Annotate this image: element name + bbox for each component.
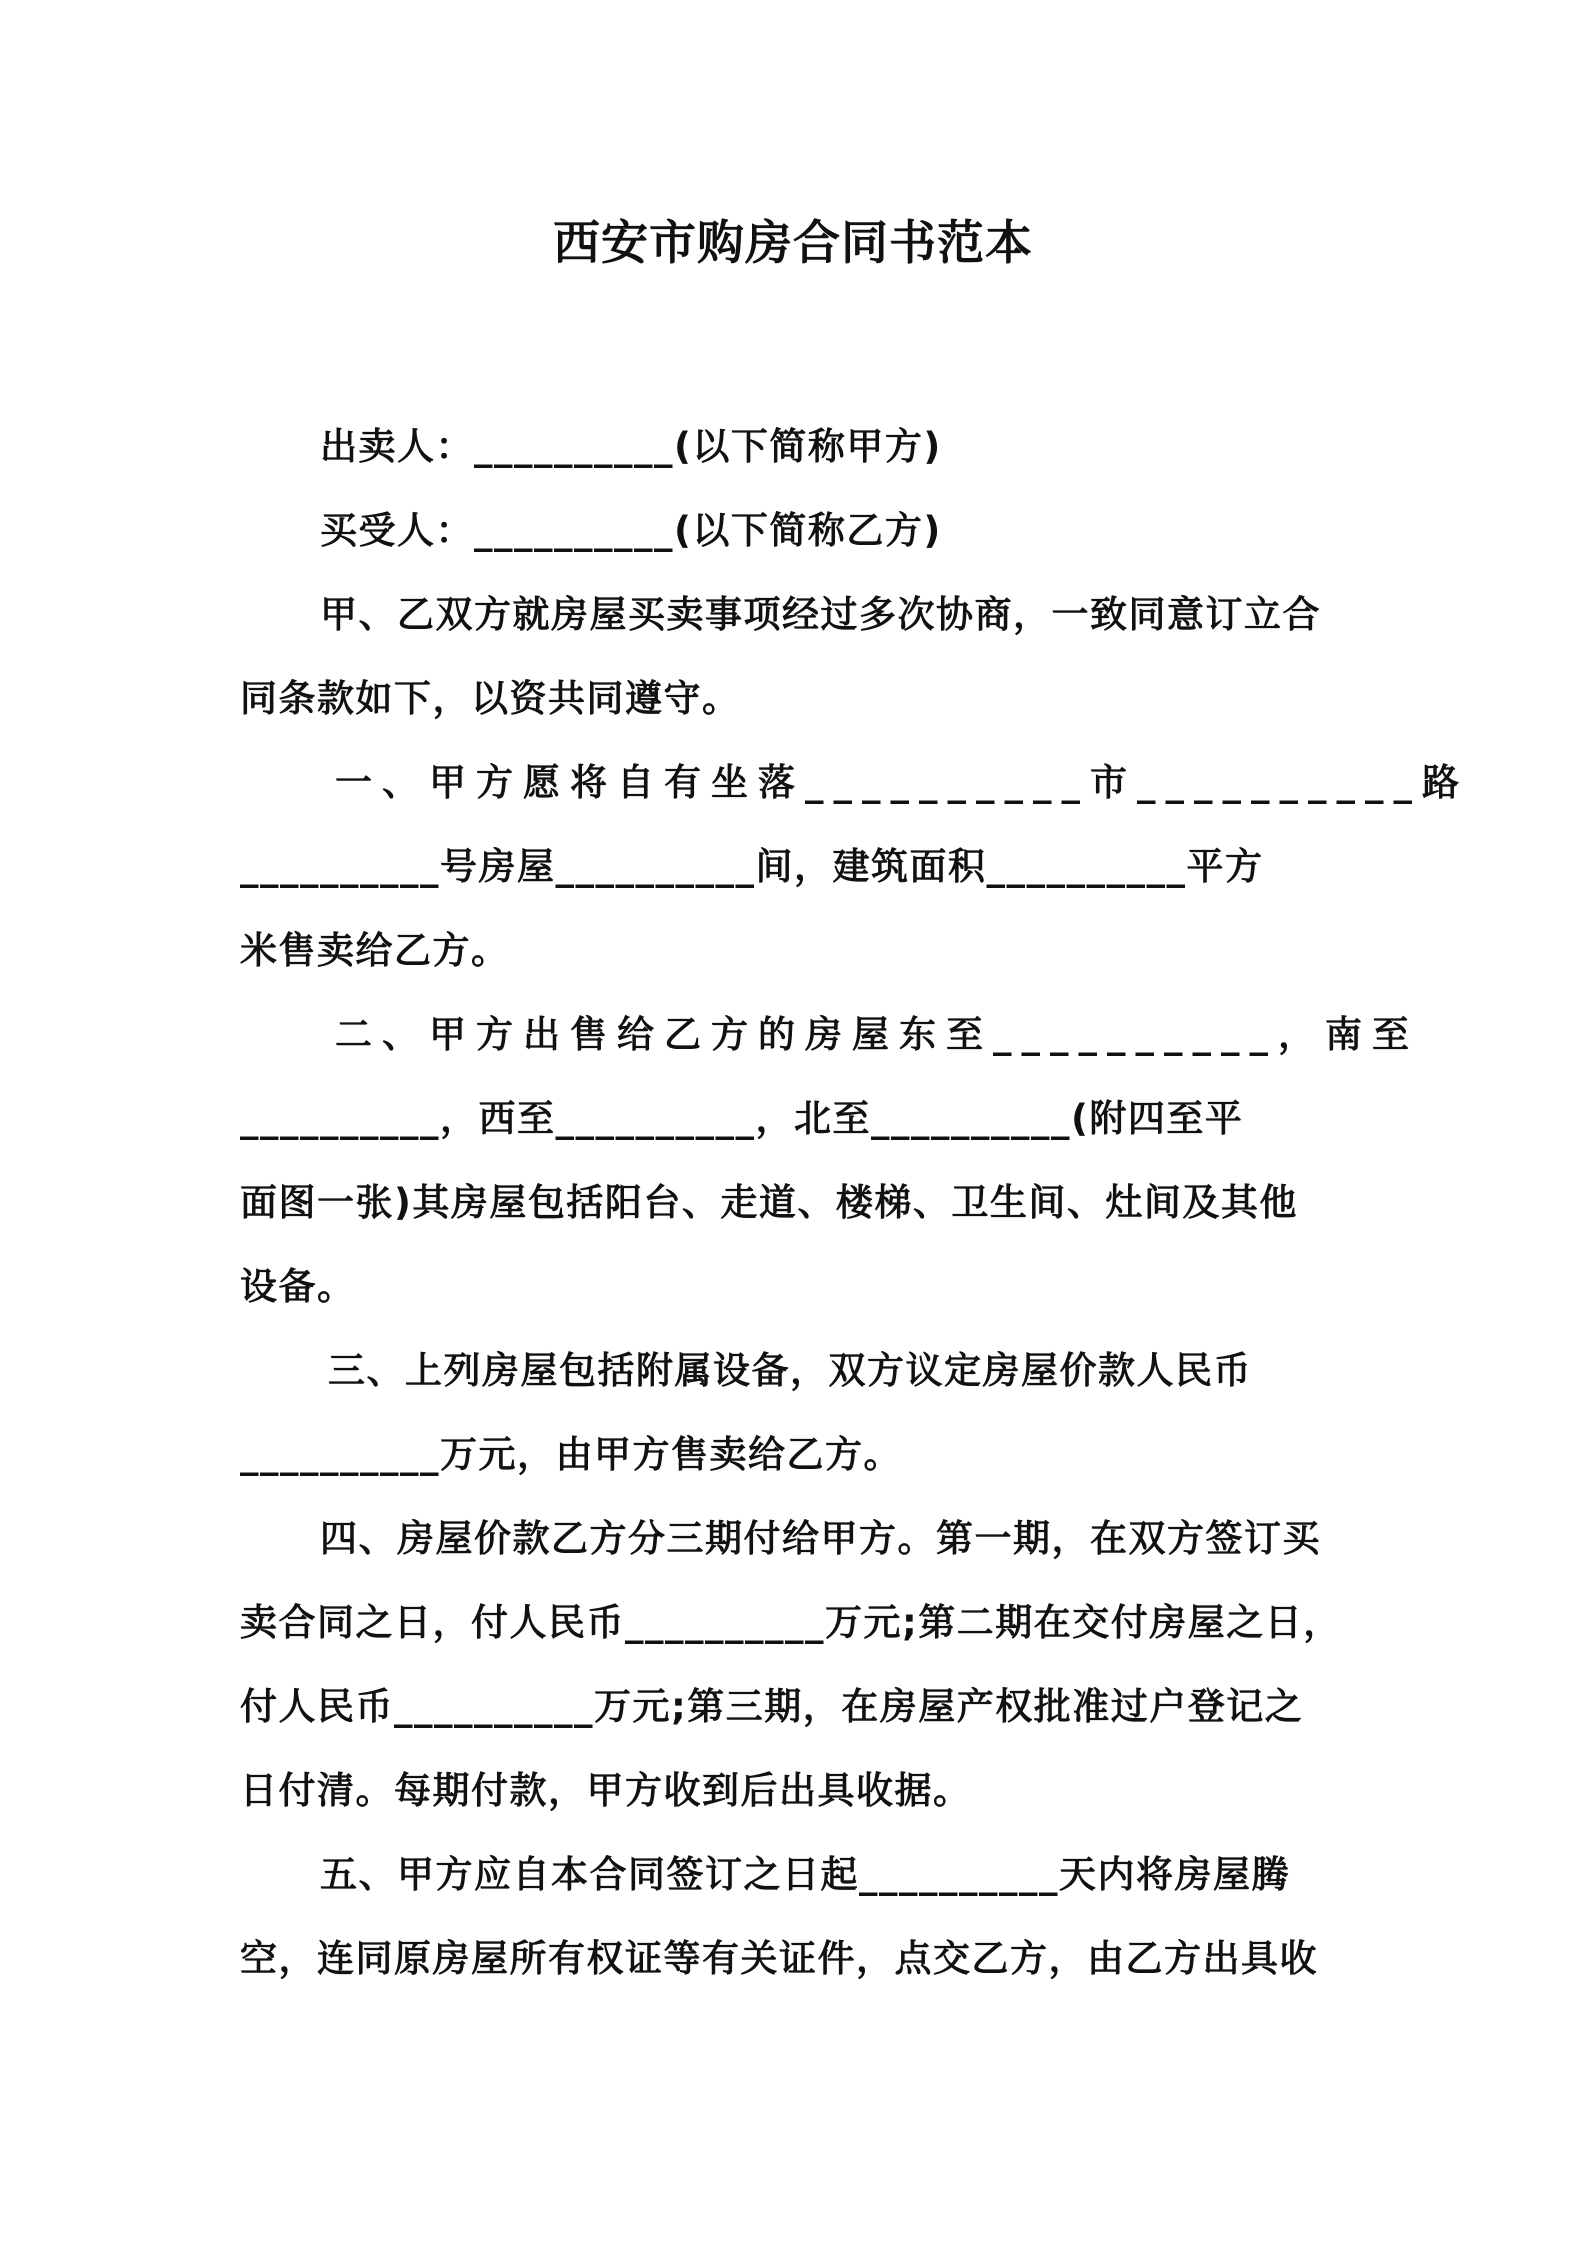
clause-4-line-4: 日付清。每期付款，甲方收到后出具收据。 <box>240 1769 972 1812</box>
seller-line: 出卖人：__________(以下简称甲方) <box>320 425 942 468</box>
clause-4-line-1: 四、房屋价款乙方分三期付给甲方。第一期，在双方签订买 <box>320 1517 1321 1560</box>
clause-3-line-1: 三、上列房屋包括附属设备，双方议定房屋价款人民币 <box>328 1349 1252 1392</box>
clause-5-line-2: 空，连同原房屋所有权证等有关证件，点交乙方，由乙方出具收 <box>240 1937 1318 1980</box>
preamble-line-2: 同条款如下，以资共同遵守。 <box>240 677 741 720</box>
clause-5-line-1: 五、甲方应自本合同签订之日起__________天内将房屋腾 <box>320 1853 1290 1896</box>
clause-2-line-2: __________，西至__________，北至__________(附四至平 <box>240 1097 1244 1140</box>
clause-4-line-3: 付人民币__________万元;第三期，在房屋产权批准过户登记之 <box>240 1685 1304 1728</box>
clause-4-line-2: 卖合同之日，付人民币__________万元;第二期在交付房屋之日， <box>240 1601 1342 1644</box>
clause-2-line-3: 面图一张)其房屋包括阳台、走道、楼梯、卫生间、灶间及其他 <box>240 1181 1298 1224</box>
preamble-line-1: 甲、乙双方就房屋买卖事项经过多次协商，一致同意订立合 <box>320 593 1321 636</box>
document-body <box>240 405 1469 2001</box>
clause-2-line-1: 二、甲方出售给乙方的房屋东至__________，南至 <box>335 1013 1419 1056</box>
clause-1-line-3: 米售卖给乙方。 <box>240 929 510 972</box>
clause-1-line-1: 一、甲方愿将自有坐落__________市__________路 <box>335 761 1469 804</box>
clause-2-line-4: 设备。 <box>240 1265 356 1308</box>
buyer-line: 买受人：__________(以下简称乙方) <box>320 509 942 552</box>
clause-1-line-2: __________号房屋__________间，建筑面积__________平方 <box>240 845 1264 888</box>
clause-3-line-2: __________万元，由甲方售卖给乙方。 <box>240 1433 902 1476</box>
document-title: 西安市购房合同书范本 <box>553 216 1033 271</box>
